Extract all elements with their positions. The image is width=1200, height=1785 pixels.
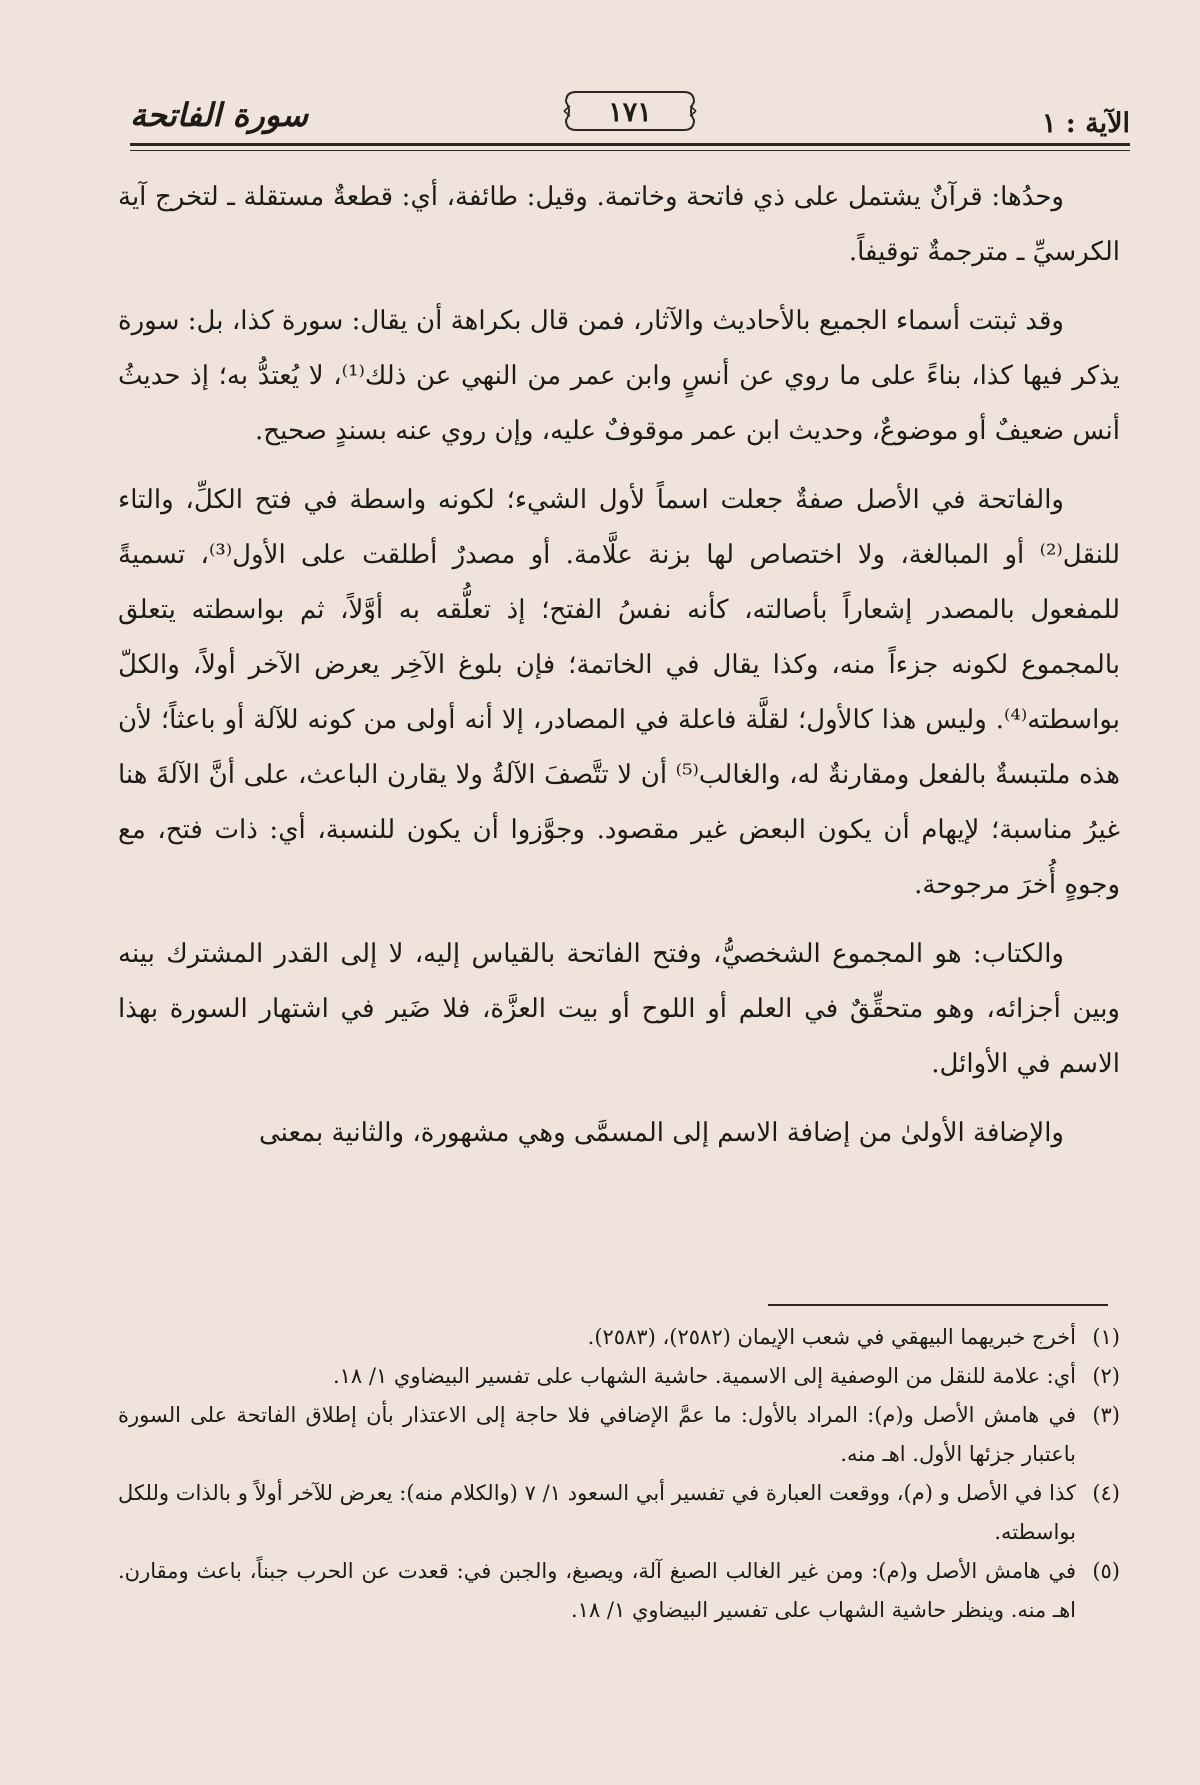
verse-label: الآية : ١ [1041,108,1130,139]
paragraph: والفاتحة في الأصل صفةٌ جعلت اسماً لأول الشيء؛ لكونه واسطة في فتح الكلِّ، والتاء للنقل⁽²⁾ أو المبالغة، ولا اختصاص لها بزنة علَّامة. أو مصدرٌ أطلقت على الأول⁽³⁾، تسميةً للمفعول بالمصدر إشعاراً بأصالته، كأنه نفسُ الفتح؛ إذ تعلُّقه به أوَّلاً، ثم بواسطته يتعلق بالمجموع لكونه جزءاً منه، وكذا يقال في الخاتمة؛ فإن بلوغ الآخِر يعرض الآخر أولاً، والكلّ بواسطته⁽⁴⁾. وليس هذا كالأول؛ لقلَّة فاعلة في المصادر، إلا أنه أولى من كونه للآلة أو باعثاً؛ لأن هذه ملتبسةٌ بالفعل ومقارنةٌ له، والغالب⁽⁵⁾ أن لا تتَّصفَ الآلةُ ولا يقارن الباعث، على أنَّ الآلةَ هنا غيرُ مناسبة؛ لإيهام أن يكون البعض غير مقصود. وجوَّزوا أن يكون للنسبة، أي: ذات فتح، مع وجوهٍ أُخرَ مرجوحة. [118,485,1120,900]
footnote-text: أي: علامة للنقل من الوصفية إلى الاسمية. حاشية الشهاب على تفسير البيضاوي ١/ ١٨. [332,1364,1076,1388]
paragraph: والإضافة الأولىٰ من إضافة الاسم إلى المسمَّى وهي مشهورة، والثانية بمعنى [258,1118,1064,1148]
footnote [118,1318,1120,1357]
footnote [118,1396,1120,1474]
footnote-number: (٣) [1092,1403,1120,1427]
paragraph: وحدُها: قرآنٌ يشتمل على ذي فاتحة وخاتمة. وقيل: طائفة، أي: قطعةٌ مستقلة ـ لتخرج آية الكرسيِّ ـ مترجمةٌ توقيفاً. [118,182,1120,267]
footnote [118,1474,1120,1552]
main-text [118,170,1120,1175]
page-number: ١٧١ [608,97,652,128]
surah-title: سورة الفاتحة [130,96,308,134]
paragraph: وقد ثبتت أسماء الجميع بالأحاديث والآثار، فمن قال بكراهة أن يقال: سورة كذا، بل: سورة يذكر فيها كذا، بناءً على ما روي عن أنسٍ وابن عمر من النهي عن ذلك⁽¹⁾، لا يُعتدُّ به؛ إذ حديثُ أنس ضعيفٌ أو موضوعٌ، وحديث ابن عمر موقوفٌ عليه، وإن روي عنه بسندٍ صحيح. [118,306,1120,446]
footnote-text: أخرج خبريهما البيهقي في شعب الإيمان (٢٥٨٢)، (٢٥٨٣). [587,1325,1076,1349]
footnote-number: (١) [1092,1325,1120,1349]
footnotes [118,1318,1120,1630]
footnote [118,1357,1120,1396]
paragraph: والكتاب: هو المجموع الشخصيُّ، وفتح الفاتحة بالقياس إليه، لا إلى القدر المشترك بينه وبين أجزائه، وهو متحقِّقٌ في العلم أو اللوح أو بيت العزَّة، فلا ضَير في اشتهار السورة بهذا الاسم في الأوائل. [118,939,1120,1079]
header-rule-thin [130,150,1130,151]
footnote-divider [768,1304,1108,1306]
footnote-number: (٢) [1092,1364,1120,1388]
footnote-number: (٤) [1092,1481,1120,1505]
footnote [118,1552,1120,1630]
footnote-text: في هامش الأصل و(م): المراد بالأول: ما عمَّ الإضافي فلا حاجة إلى الاعتذار بأن إطلاق الفاتحة على السورة باعتبار جزئها الأول. اهـ منه. [118,1403,1076,1466]
page-number-frame [562,88,698,134]
footnote-text: كذا في الأصل و (م)، ووقعت العبارة في تفسير أبي السعود ١/ ٧ (والكلام منه): يعرض للآخر أولاً و بالذات وللكل بواسطته. [118,1481,1076,1544]
footnote-text: في هامش الأصل و(م): ومن غير الغالب الصبغ آلة، ويصبغ، والجبن في: قعدت عن الحرب جبناً، باعث ومقارن. اهـ منه. وينظر حاشية الشهاب على تفسير البيضاوي ١/ ١٨. [118,1559,1076,1622]
header-rule [130,143,1130,146]
page-header [130,82,1130,142]
footnote-number: (٥) [1092,1559,1120,1583]
